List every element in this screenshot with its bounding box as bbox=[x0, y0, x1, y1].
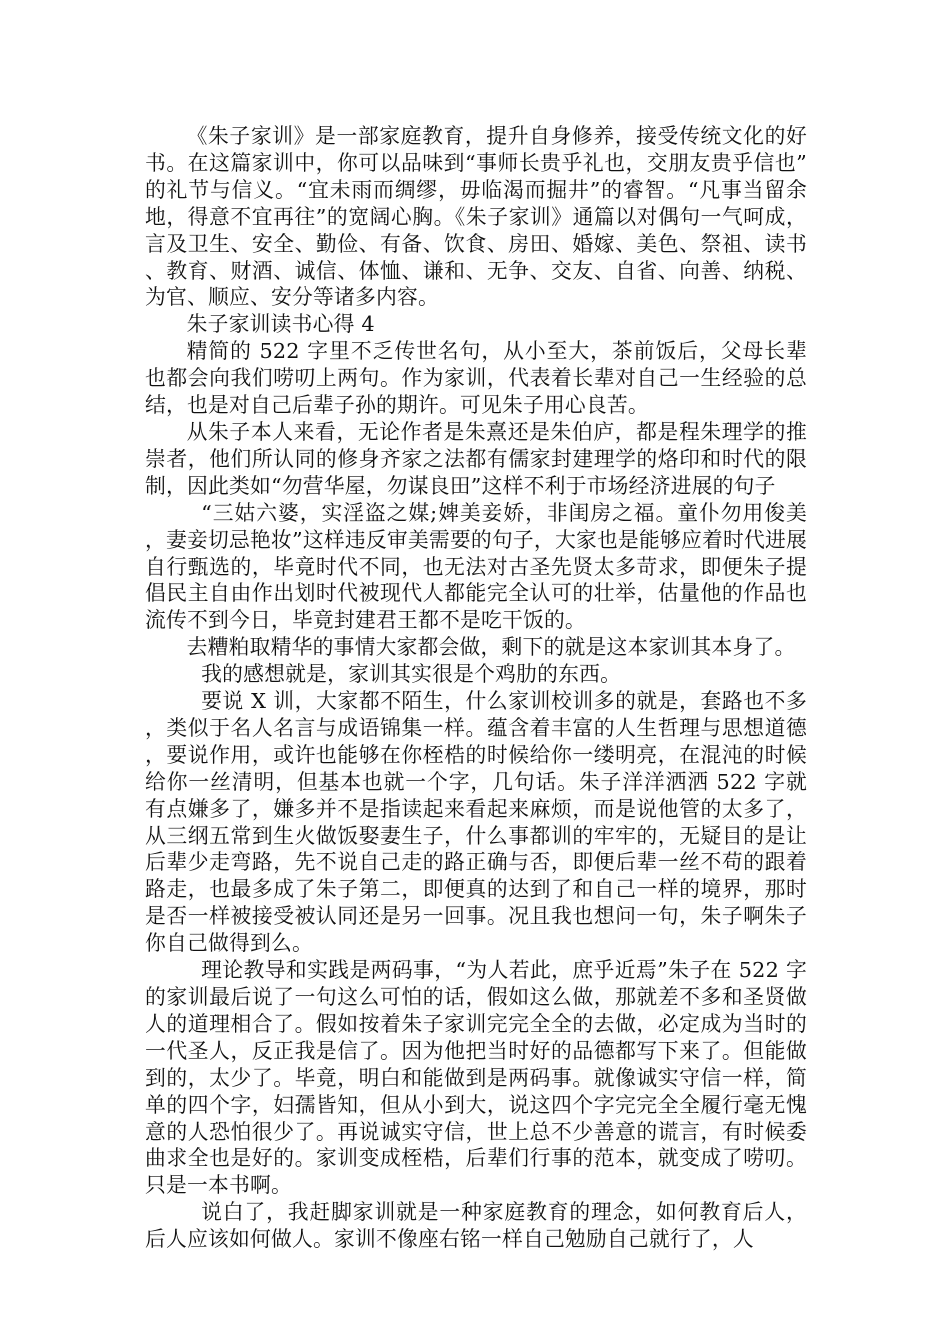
document-page bbox=[145, 123, 807, 1253]
paragraph-feeling: 我的感想就是，家训其实很是个鸡肋的东西。 bbox=[201, 662, 622, 687]
paragraph-intro: 《朱子家训》是一部家庭教育，提升自身修养，接受传统文化的好书。在这篇家训中，你可以品味到“事师长贵乎礼也，交朋友贵乎信也”的礼节与信义。“宜未雨而绸缪，毋临渴而掘井”的睿智。“凡事当留余地，得意不宜再往”的宽阔心胸。《朱子家训》通篇以对偶句一气呵成，言及卫生、安全、勤俭、有备、饮食、房田、婚嫁、美色、祭祖、读书、教育、财酒、诚信、体恤、谦和、无争、交友、自省、向善、纳税、为官、顺应、安分等诸多内容。 bbox=[145, 124, 807, 310]
paragraph-author: 从朱子本人来看，无论作者是朱熹还是朱伯庐，都是程朱理学的推崇者，他们所认同的修身齐家之法都有儒家封建理学的烙印和时代的限制，因此类如“勿营华屋，勿谋良田”这样不利于市场经济进展的句子 bbox=[145, 419, 807, 498]
paragraph-essence: 去糟粕取精华的事情大家都会做，剩下的就是这本家训其本身了。 bbox=[186, 635, 796, 660]
paragraph-quote: “三姑六婆，实淫盗之媒;婢美妾娇，非闺房之福。童仆勿用俊美，妻妾切忌艳妆”这样违反审美需要的句子，大家也是能够应着时代进展自行甄选的，毕竟时代不同，也无法对古圣先贤太多苛求，即便朱子提倡民主自由作出划时代被现代人都能完全认可的壮举，估量他的作品也流传不到今日，毕竟封建君王都不是吃干饭的。 bbox=[145, 500, 807, 633]
paragraph-conclusion: 说白了，我赶脚家训就是一种家庭教育的理念，如何教育后人，后人应该如何做人。家训不像座右铭一样自己勉励自己就行了，人 bbox=[145, 1200, 807, 1252]
paragraph-522-words: 精简的 522 字里不乏传世名句，从小至大，茶前饭后，父母长辈也都会向我们唠叨上两句。作为家训，代表着长辈对自己一生经验的总结，也是对自己后辈子孙的期许。可见朱子用心良苦。 bbox=[145, 339, 807, 418]
paragraph-x-xun: 要说 X 训，大家都不陌生，什么家训校训多的就是，套路也不多，类似于名人名言与成语锦集一样。蕴含着丰富的人生哲理与思想道德，要说作用，或许也能够在你桎梏的时候给你一缕明亮，在混沌的时候给你一丝清明，但基本也就一个字，几句话。朱子洋洋洒洒 522 字就有点嫌多了，嫌多并不是指读起来看起来麻烦，而是说他管的太多了，从三纲五常到生火做饭娶妻生子，什么事都训的牢牢的，无疑目的是让后辈少走弯路，先不说自己走的路正确与否，即便后辈一丝不苟的跟着路走，也最多成了朱子第二，即便真的达到了和自己一样的境界，那时是否一样被接受被认同还是另一回事。况且我也想问一句，朱子啊朱子你自己做得到么。 bbox=[145, 689, 807, 956]
paragraph-theory-practice: 理论教导和实践是两码事，“为人若此，庶乎近焉”朱子在 522 字的家训最后说了一句这么可怕的话，假如这么做，那就差不多和圣贤做人的道理相合了。假如按着朱子家训完完全全的去做，必定成为当时的一代圣人，反正我是信了。因为他把当时好的品德都写下来了。但能做到的，太少了。毕竟，明白和能做到是两码事。就像诚实守信一样，简单的四个字，妇孺皆知，但从小到大，说这四个字完完全全履行毫无愧意的人恐怕很少了。再说诚实守信，世上总不少善意的谎言，有时候委曲求全也是好的。家训变成桎梏，后辈们行事的范本，就变成了唠叨。只是一本书啊。 bbox=[145, 958, 807, 1198]
section-heading: 朱子家训读书心得 4 bbox=[186, 312, 375, 337]
